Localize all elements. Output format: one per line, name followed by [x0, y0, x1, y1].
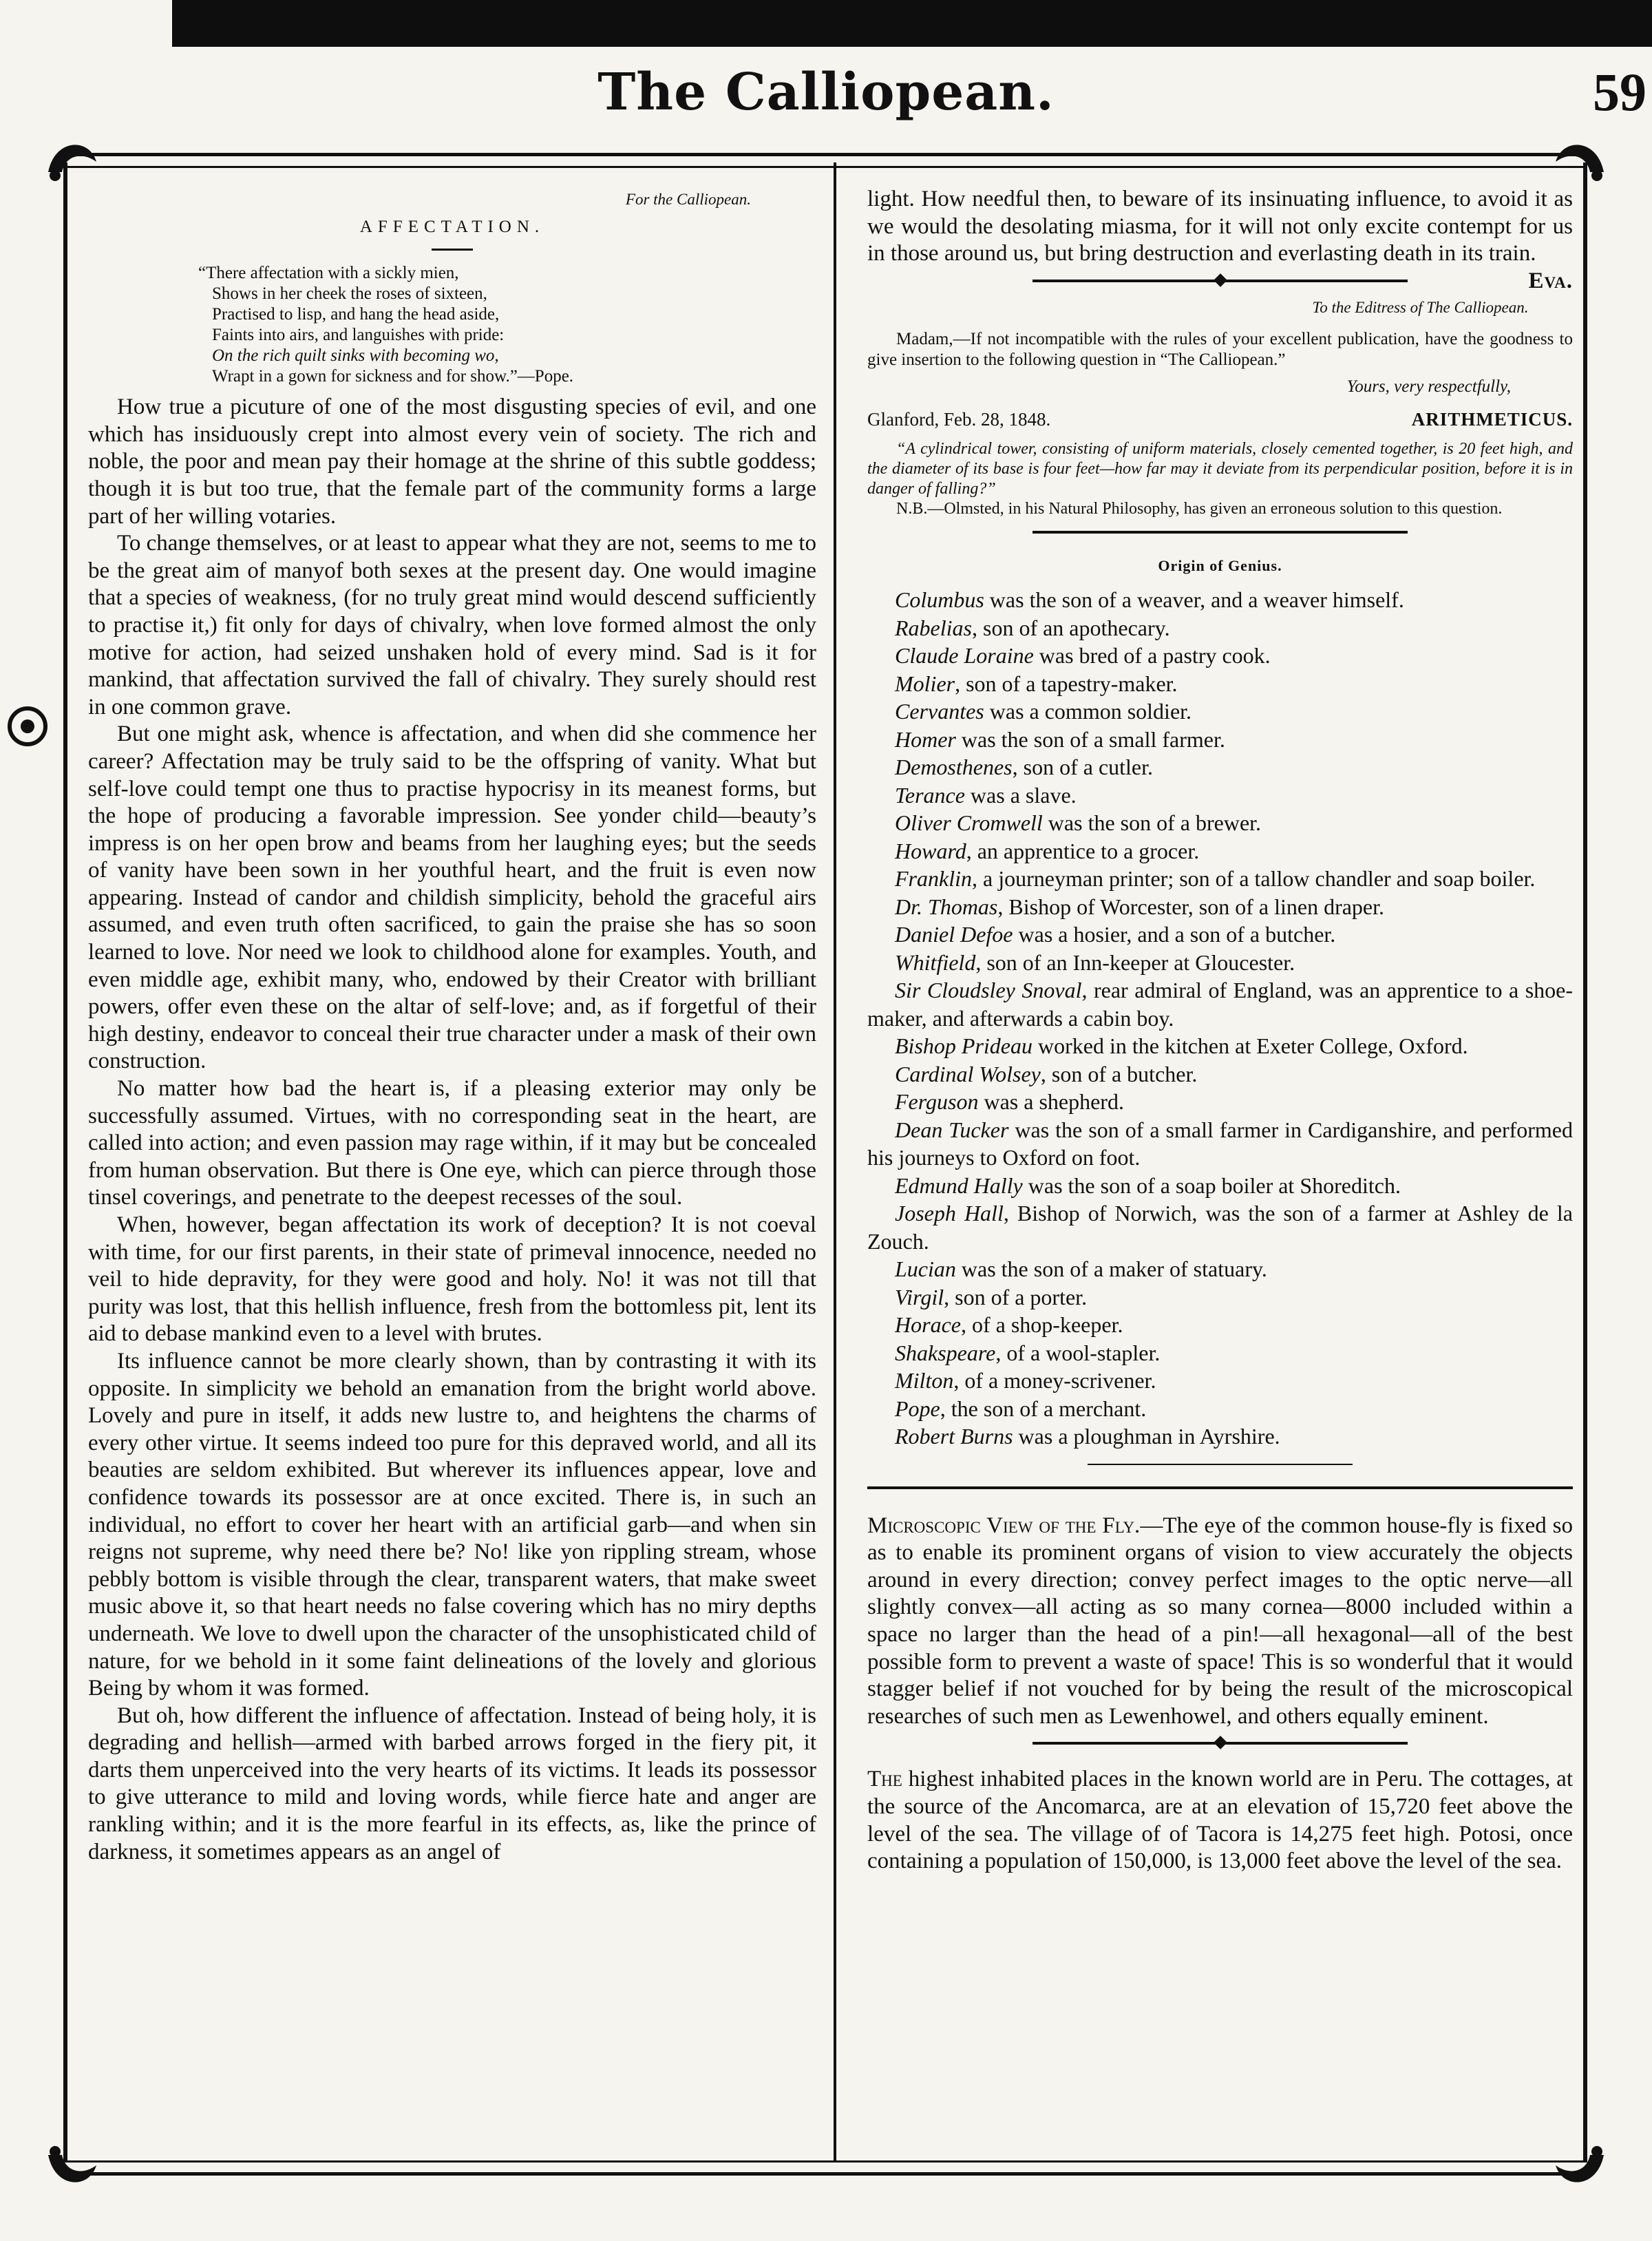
fly-text: —The eye of the common house-fly is fixed so as to enable its prominent organs of vision to view accurately the objects around in every direction; convey perfect images to the optic nerve—all slightly convex—all acting as so many cornea—8000 included within a space no larger than the head of a pin!—all hexagonal—all of the best possible form to prevent a waste of space! This is so wonderful that it would stagger belief if not vouched for by being the result of the microscopical researches of such men as Lewenhowel, and others equally eminent.: [867, 1513, 1573, 1729]
fly-paragraph: [867, 1513, 1573, 1731]
genius-entry: [867, 586, 1573, 614]
continued-paragraph: [867, 186, 1573, 293]
peru-paragraph: [867, 1766, 1573, 1875]
article-signature: Eva.: [1528, 268, 1573, 293]
genius-text: was the son of a weaver, and a weaver himself.: [984, 587, 1404, 613]
column-divider: [834, 162, 836, 2163]
poem-line: Shows in her cheek the roses of sixteen,: [212, 284, 487, 304]
genius-text: , son of a porter.: [944, 1284, 1088, 1309]
genius-entry: [867, 1255, 1573, 1283]
genius-text: was bred of a pastry cook.: [1033, 643, 1271, 669]
genius-entry: [867, 697, 1573, 726]
genius-text: , of a shop-keeper.: [960, 1312, 1123, 1338]
genius-text: , of a wool-stapler.: [995, 1340, 1161, 1365]
genius-text: , son of a tapestry-maker.: [955, 671, 1178, 696]
genius-entry: [867, 920, 1573, 949]
genius-name: Cervantes: [895, 699, 984, 724]
article-paragraph: But one might ask, whence is affectation, and when did she commence her career? Affectation may be truly said to be the offspring of vanity. What but self-love could tempt one thus to practise hypocrisy in its meanest forms, but the hope of producing a favorable impression. See yonder child—beauty’s impress is on her open brow and beams from her laughing eyes; but the seeds of vanity have been sown in her youthful heart, and the fruit is even now appearing. Instead of candor and childish simplicity, behold the graceful airs assumed, and even truth often sacrificed, to gain the praise she has so soon learned to love. Nor need we look to childhood alone for examples. Youth, and even middle age, exhibit many, who, endowed by their Creator with brilliant powers, offer even these on the altar of self-love; and, as if forgetful of their high destiny, endeavor to conceal their true character under a mask of their own construction.: [88, 722, 816, 1074]
genius-entry: [867, 1116, 1573, 1172]
genius-entry: [867, 1199, 1573, 1255]
place-date: Glanford, Feb. 28, 1848.: [867, 408, 1051, 430]
genius-text: , son of an Inn-keeper at Gloucester.: [975, 949, 1295, 975]
section-separator: [867, 1458, 1573, 1473]
poem-line: On the rich quilt sinks with becoming wo,: [212, 346, 499, 366]
genius-entry: [867, 781, 1573, 810]
genius-entry: [867, 1311, 1573, 1339]
genius-section-title: Origin of Genius.: [1158, 556, 1282, 574]
genius-entry: [867, 1172, 1573, 1200]
genius-text: , an apprentice to a grocer.: [966, 838, 1200, 863]
genius-name: Homer: [895, 726, 956, 752]
genius-name: Milton: [895, 1368, 954, 1393]
genius-name: Molier: [895, 671, 955, 696]
genius-text: was the son of a small farmer.: [955, 726, 1225, 752]
letter-body: Madam,—If not incompatible with the rules of your excellent publication, have the goodness to give insertion to the following question in “The Calliopean.”: [867, 330, 1573, 370]
genius-entry: [867, 837, 1573, 865]
genius-text: was the son of a brewer.: [1042, 810, 1262, 836]
section-rule: [867, 1486, 1573, 1489]
margin-flower-icon: [3, 695, 52, 757]
genius-name: Claude Loraine: [895, 643, 1034, 669]
genius-entry: [867, 893, 1573, 921]
article-paragraph: Its influence cannot be more clearly shown, than by contrasting it with its opposite. In simplicity we behold an emanation from the bright world above. Lovely and pure in itself, it adds new lustre to, and heightens the charms of every other virtue. It seems indeed too pure for this depraved world, and all its beauties are seldom exhibited. But wherever its influences appear, love and confidence towards its possessor are at once excited. There is, in such an individual, no effort to cover her heart with an artificial garb—and when sin reigns not supreme, why need there be? No! like yon rippling stream, whose pebbly bottom is visible through the clear, transparent waters, that make sweet music above it, so that heart needs no false covering which has no miry depths underneath. We love to dwell upon the character of the unsophisticated child of nature, for we behold in it some faint delineations of the lovely and glorious Being by whom it was formed.: [88, 1348, 816, 1701]
genius-entry: [867, 614, 1573, 642]
genius-entry: [867, 1395, 1573, 1423]
genius-entry: [867, 753, 1573, 781]
genius-text: , Bishop of Worcester, son of a linen draper.: [997, 894, 1385, 919]
genius-entry: [867, 1367, 1573, 1395]
fly-lead: Microscopic View of the Fly.: [867, 1513, 1141, 1538]
page-number: 59: [1593, 62, 1646, 122]
peru-text: highest inhabited places in the known world are in Peru. The cottages, at the source of the Ancomarca, are at an elevation of 15,720 feet above the level of the sea. The village of of Tacora is 14,275 feet high. Potosi, once containing a population of 150,000, is 13,000 feet above the level of the sea.: [867, 1767, 1573, 1874]
genius-name: Joseph Hall: [895, 1201, 1004, 1226]
genius-name: Edmund Hally: [895, 1172, 1023, 1198]
genius-text: was a slave.: [964, 782, 1077, 808]
article-source-note: For the Calliopean.: [625, 191, 751, 208]
genius-name: Ferguson: [895, 1089, 979, 1115]
genius-name: Dr. Thomas: [895, 894, 998, 919]
article-paragraph: When, however, began affectation its work of deception? It is not coeval with time, for our first parents, in their state of primeval innocence, needed no veil to hide depravity, for they were good and holy. No! it was not till that purity was lost, that this hellish influence, fresh from the bottomless pit, lent its aid to debase mankind even to a level with brutes.: [88, 1212, 816, 1347]
letter-closing: Yours, very respectfully,: [1346, 377, 1511, 397]
genius-name: Demosthenes: [895, 755, 1013, 780]
genius-name: Whitfield: [895, 949, 976, 975]
letter-address-note: To the Editress of The Calliopean.: [1312, 298, 1529, 316]
poem-line: “There affectation with a sickly mien,: [198, 264, 459, 283]
genius-entry: [867, 1060, 1573, 1088]
math-question: “A cylindrical tower, consisting of uniform materials, closely cemented together, is 20 feet high, and the diameter of its base is four feet—how far may it deviate from its perpendicular position, before it is in danger of falling?”: [867, 439, 1573, 498]
genius-entry: [867, 1032, 1573, 1060]
genius-name: Pope: [895, 1396, 940, 1421]
genius-text: , rear admiral of England, was an apprentice to a shoe-maker, and afterwards a cabin boy.: [867, 978, 1574, 1031]
genius-name: Virgil: [895, 1284, 944, 1309]
genius-entry: [867, 865, 1573, 893]
genius-entry: [867, 726, 1573, 754]
peru-lead: The: [867, 1767, 902, 1792]
genius-name: Daniel Defoe: [895, 922, 1013, 947]
genius-text: , the son of a merchant.: [940, 1396, 1147, 1421]
genius-text: , Bishop of Norwich, was the son of a farmer at Ashley de la Zouch.: [867, 1201, 1574, 1254]
genius-name: Shakspeare: [895, 1340, 996, 1365]
letter-signature-row: [867, 406, 1573, 434]
top-black-band: [172, 0, 1652, 47]
left-column: [88, 186, 816, 1866]
genius-text: was a ploughman in Ayrshire.: [1013, 1424, 1280, 1449]
genius-name: Bishop Prideau: [895, 1033, 1032, 1059]
genius-text: , son of an apothecary.: [971, 615, 1170, 640]
letter-signature: ARITHMETICUS.: [1411, 408, 1573, 430]
poem-line: Practised to lisp, and hang the head aside,: [212, 305, 500, 324]
epigraph-poem: [198, 263, 816, 387]
genius-entry: [867, 809, 1573, 837]
genius-entry: [867, 642, 1573, 670]
article-heading: AFFECTATION.: [359, 217, 545, 236]
genius-text: was a hosier, and a son of a butcher.: [1013, 922, 1336, 947]
top-border-rule: [65, 153, 1587, 168]
genius-entry: [867, 949, 1573, 977]
genius-text: was a common soldier.: [984, 699, 1192, 724]
bottom-border-rule: [65, 2160, 1587, 2176]
genius-name: Columbus: [895, 587, 984, 613]
genius-text: , son of a butcher.: [1040, 1061, 1198, 1086]
genius-entry: [867, 1422, 1573, 1451]
genius-name: Dean Tucker: [895, 1117, 1009, 1142]
genius-name: Cardinal Wolsey: [895, 1061, 1041, 1086]
genius-text: was the son of a maker of statuary.: [955, 1256, 1267, 1282]
article-paragraph: To change themselves, or at least to appear what they are not, seems to me to be the great aim of manyof both sexes at the present day. One would imagine that a species of weakness, (for no truly great mind would descend sufficiently to practise it,) fit only for days of chivalry, when love formed almost the only motive for action, had seized unshaken hold of every mind. Sad is it for mankind, that affectation survived the fall of chivalry. They surely should rest in one common grave.: [88, 531, 816, 719]
genius-name: Robert Burns: [895, 1424, 1013, 1449]
heading-rule: [432, 249, 473, 251]
genius-entry: [867, 670, 1573, 698]
corner-ornament-icon: [1549, 2141, 1611, 2196]
poem-line: Faints into airs, and languishes with pride:: [212, 326, 505, 345]
genius-text: , son of a cutler.: [1012, 755, 1154, 780]
genius-text: , of a money-scrivener.: [953, 1368, 1156, 1393]
genius-entry: [867, 1339, 1573, 1367]
genius-name: Rabelias: [895, 615, 972, 640]
poem-line: Wrapt in a gown for sickness and for show.”—Pope.: [212, 367, 574, 386]
article-paragraph: But oh, how different the influence of affectation. Instead of being holy, it is degrading and hellish—armed with barbed arrows forged in the fiery pit, it darts them unperceived into the very hearts of its victims. It leads its possessor to give utterance to mild and loving words, while fierce hate and anger are rankling within; and it is the more fearful in its effects, as, like the prince of darkness, it sometimes appears as an angel of: [88, 1703, 816, 1864]
genius-entry: [867, 1088, 1573, 1116]
genius-name: Sir Cloudsley Snoval: [895, 978, 1082, 1003]
article-paragraph: How true a picuture of one of the most disgusting species of evil, and one which has insiduously crept into almost every vein of society. The rich and noble, the poor and mean pay their homage at the shrine of this subtle goddess; though it is but too true, that the female part of the community forms a large part of her willing votaries.: [88, 394, 816, 529]
genius-text: , a journeyman printer; son of a tallow chandler and soap boiler.: [971, 866, 1536, 892]
genius-text: was the son of a small farmer in Cardiganshire, and performed his journeys to Oxford on foot.: [867, 1117, 1574, 1170]
masthead: [0, 52, 1652, 141]
publication-title: The Calliopean.: [597, 63, 1055, 122]
corner-ornament-icon: [41, 131, 103, 186]
section-separator: [867, 1736, 1573, 1751]
corner-ornament-icon: [41, 2141, 103, 2196]
corner-ornament-icon: [1549, 131, 1611, 186]
genius-text: worked in the kitchen at Exeter College, Oxford.: [1032, 1033, 1468, 1059]
article-paragraph: No matter how bad the heart is, if a pleasing exterior may only be successfully assumed. Virtues, with no corresponding seat in the heart, are called into action; and even passion may rage within, if it may but be concealed from human observation. But there is One eye, which can pierce through those tinsel coverings, and penetrate to the deepest recesses of the soul.: [88, 1076, 816, 1210]
right-column: [867, 186, 1573, 1875]
genius-name: Lucian: [895, 1256, 956, 1282]
genius-name: Howard: [895, 838, 966, 863]
genius-name: Oliver Cromwell: [895, 810, 1043, 836]
continued-text: light. How needful then, to beware of its insinuating influence, to avoid it as we would the desolating miasma, for it will not only excite contempt for us in those around us, but bring destruction and everlasting death in its train.: [867, 187, 1573, 266]
genius-text: was a shepherd.: [978, 1089, 1124, 1115]
right-border: [1583, 162, 1587, 2163]
genius-text: was the son of a soap boiler at Shoreditch.: [1022, 1172, 1401, 1198]
genius-name: Horace: [895, 1312, 961, 1338]
section-separator: [867, 525, 1573, 540]
genius-entry: [867, 1283, 1573, 1312]
genius-list: [867, 586, 1573, 1451]
nota-bene: N.B.—Olmsted, in his Natural Philosophy, has given an erroneous solution to this question.: [896, 499, 1503, 518]
genius-name: Franklin: [895, 866, 972, 892]
genius-name: Terance: [895, 782, 965, 808]
genius-entry: [867, 976, 1573, 1032]
section-separator: [867, 273, 1573, 288]
left-border: [63, 162, 67, 2163]
